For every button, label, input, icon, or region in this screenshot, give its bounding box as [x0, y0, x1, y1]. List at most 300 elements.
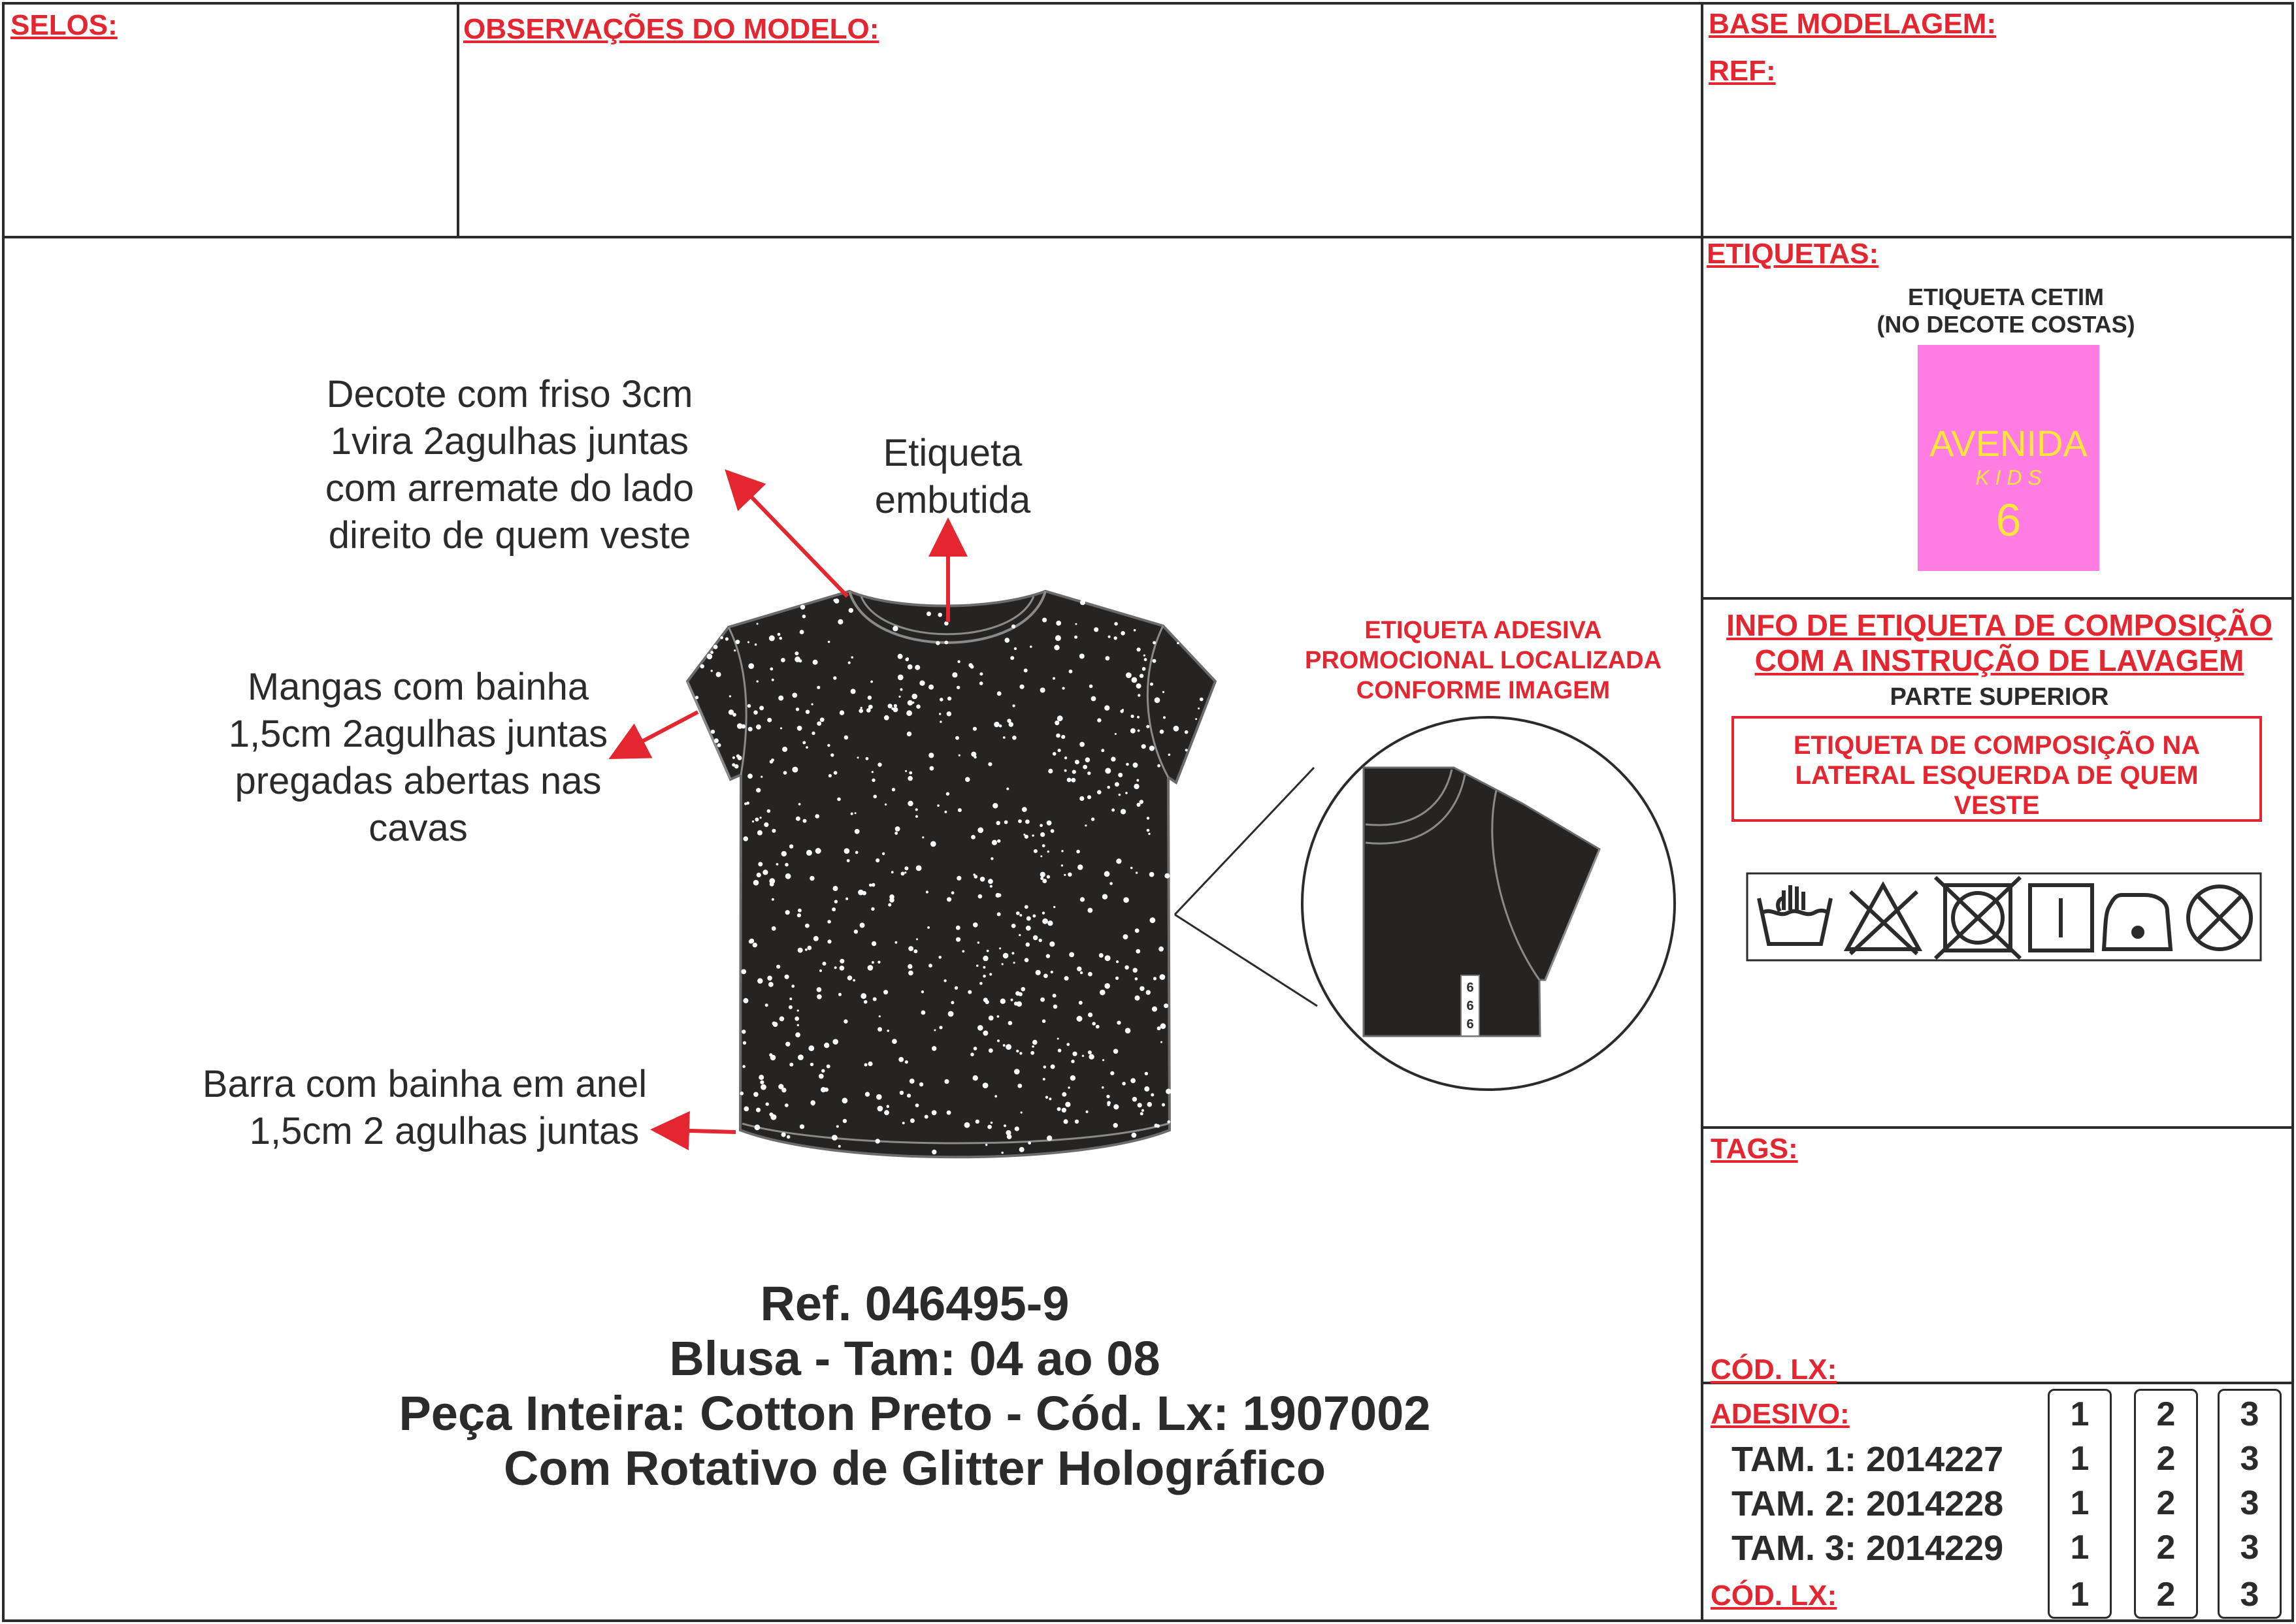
- glitter-dot: [1168, 754, 1171, 756]
- glitter-dot: [771, 758, 774, 762]
- glitter-dot: [940, 698, 943, 702]
- glitter-dot: [1019, 1147, 1025, 1152]
- composicao-part: PARTE SUPERIOR: [1890, 683, 2109, 711]
- glitter-dot: [1075, 623, 1077, 625]
- glitter-dot: [1072, 1052, 1077, 1056]
- glitter-dot: [1040, 832, 1045, 837]
- glitter-dot: [810, 876, 814, 881]
- glitter-dot: [1080, 897, 1085, 901]
- sticker-note-line: CONFORME IMAGEM: [1356, 677, 1611, 704]
- glitter-dot: [781, 658, 785, 662]
- glitter-dot: [1195, 718, 1197, 720]
- glitter-dot: [1016, 911, 1020, 915]
- glitter-dot: [1125, 1028, 1131, 1033]
- glitter-dot: [976, 1120, 979, 1124]
- glitter-dot: [1019, 1052, 1022, 1054]
- glitter-dot: [1075, 760, 1079, 764]
- glitter-dot: [1026, 917, 1031, 921]
- size-counter-2: [2134, 1389, 2198, 1619]
- glitter-dot: [1106, 1095, 1109, 1098]
- glitter-dot: [964, 1122, 970, 1128]
- glitter-dot: [1065, 1102, 1070, 1107]
- glitter-dot: [1061, 864, 1063, 866]
- glitter-dot: [997, 839, 1000, 843]
- glitter-dot: [747, 773, 753, 779]
- glitter-dot: [876, 858, 879, 862]
- glitter-dot: [832, 1039, 838, 1045]
- adesivo-lines: [1731, 1437, 2003, 1570]
- glitter-dot: [951, 891, 955, 894]
- glitter-dot: [938, 613, 942, 617]
- glitter-dot: [934, 1030, 936, 1031]
- note-mangas-line: 1,5cm 2agulhas juntas: [228, 713, 608, 755]
- glitter-dot: [1053, 752, 1057, 756]
- glitter-dot: [872, 941, 876, 946]
- glitter-dot: [1105, 768, 1111, 773]
- glitter-dot: [965, 777, 970, 782]
- glitter-dot: [1056, 621, 1061, 626]
- glitter-dot: [1140, 800, 1143, 804]
- glitter-dot: [813, 936, 819, 941]
- satin-label-title-line: (NO DECOTE COSTAS): [1877, 311, 2135, 338]
- glitter-dot: [1077, 864, 1083, 869]
- counter-value: 1: [2070, 1529, 2090, 1567]
- glitter-dot: [778, 1084, 783, 1089]
- glitter-dot: [1138, 730, 1140, 732]
- glitter-dot: [1002, 963, 1004, 965]
- glitter-dot: [757, 623, 759, 625]
- glitter-dot: [1100, 990, 1106, 996]
- glitter-dot: [1097, 718, 1101, 722]
- glitter-dot: [772, 898, 774, 901]
- glitter-dot: [889, 898, 894, 903]
- glitter-dot: [1123, 934, 1128, 939]
- glitter-dot: [1022, 807, 1027, 812]
- brand-name: AVENIDA: [1929, 423, 2088, 464]
- glitter-dot: [815, 848, 821, 854]
- glitter-dot: [732, 763, 735, 766]
- glitter-dot: [1146, 990, 1151, 995]
- glitter-dot: [789, 845, 793, 849]
- counter-value: 3: [2240, 1440, 2259, 1478]
- glitter-dot: [997, 691, 1002, 696]
- glitter-dot: [1004, 820, 1008, 824]
- glitter-dot: [817, 686, 820, 689]
- note-decote-line: 1vira 2agulhas juntas: [330, 420, 689, 463]
- glitter-dot: [776, 863, 779, 866]
- glitter-dot: [872, 961, 874, 964]
- glitter-dot: [1043, 1065, 1047, 1069]
- iron-low-icon: [2104, 895, 2171, 949]
- glitter-dot: [845, 898, 848, 900]
- glitter-dot: [1136, 871, 1138, 873]
- glitter-dot: [877, 762, 881, 766]
- observacoes-label: OBSERVAÇÕES DO MODELO:: [463, 13, 879, 45]
- glitter-dot: [1053, 906, 1055, 908]
- glitter-dot: [1160, 730, 1164, 734]
- glitter-dot: [1110, 1071, 1114, 1075]
- note-decote-line: com arremate do lado: [325, 467, 695, 510]
- glitter-dot: [1061, 735, 1065, 739]
- glitter-dot: [1116, 960, 1119, 963]
- product-title-block: [261, 1276, 1568, 1496]
- glitter-dot: [1185, 749, 1188, 751]
- glitter-dot: [828, 774, 832, 777]
- composicao-box-line: VESTE: [1954, 791, 2040, 820]
- glitter-dot: [779, 637, 782, 640]
- glitter-dot: [973, 1075, 978, 1080]
- glitter-dot: [1003, 736, 1006, 739]
- glitter-dot: [898, 1057, 904, 1062]
- glitter-dot: [714, 738, 719, 743]
- glitter-dot: [810, 1063, 813, 1066]
- arrow-decote: [738, 483, 847, 596]
- glitter-dot: [895, 941, 898, 944]
- glitter-dot: [1113, 1123, 1118, 1128]
- glitter-dot: [770, 882, 774, 886]
- glitter-dot: [1011, 999, 1013, 1001]
- glitter-dot: [806, 710, 810, 714]
- glitter-dot: [1079, 1001, 1083, 1005]
- glitter-dot: [1108, 636, 1111, 638]
- glitter-dot: [1043, 1078, 1045, 1080]
- glitter-dot: [768, 982, 774, 987]
- glitter-dot: [1150, 683, 1153, 686]
- glitter-dot: [789, 1063, 793, 1067]
- glitter-dot: [1053, 1005, 1058, 1009]
- glitter-dot: [973, 922, 978, 928]
- glitter-dot: [819, 969, 822, 972]
- glitter-dot: [932, 1046, 936, 1050]
- glitter-dot: [851, 657, 853, 659]
- glitter-dot: [1096, 1025, 1100, 1029]
- glitter-dot: [1122, 1082, 1126, 1086]
- glitter-dot: [983, 1031, 988, 1036]
- glitter-dot: [843, 1119, 847, 1123]
- glitter-dot: [1144, 658, 1147, 661]
- glitter-dot: [970, 1052, 974, 1056]
- glitter-dot: [1057, 1038, 1059, 1040]
- glitter-dot: [1055, 721, 1059, 725]
- glitter-dot: [955, 986, 958, 990]
- adesivo-tam-line: TAM. 1: 2014227: [1731, 1440, 2004, 1479]
- glitter-dot: [820, 717, 825, 722]
- glitter-dot: [947, 897, 951, 901]
- glitter-dot: [1137, 716, 1140, 719]
- composicao-title: [1712, 608, 2287, 678]
- glitter-dot: [800, 630, 804, 634]
- glitter-dot: [1138, 1103, 1142, 1107]
- glitter-dot: [1076, 850, 1080, 854]
- glitter-dot: [948, 1011, 954, 1017]
- arrow-barra: [670, 1130, 736, 1132]
- counter-value: 2: [2156, 1395, 2176, 1433]
- glitter-dot: [798, 948, 803, 953]
- glitter-dot: [989, 1016, 994, 1021]
- glitter-dot: [907, 1094, 911, 1097]
- sticker-note-line: ETIQUETA ADESIVA: [1364, 617, 1602, 644]
- glitter-dot: [1086, 1111, 1089, 1113]
- glitter-dot: [930, 766, 934, 771]
- glitter-dot: [988, 879, 993, 884]
- counter-value: 3: [2240, 1484, 2259, 1522]
- glitter-dot: [983, 1082, 989, 1088]
- glitter-dot: [817, 987, 822, 992]
- glitter-dot: [1030, 1051, 1034, 1055]
- glitter-dot: [1138, 694, 1140, 696]
- glitter-dot: [741, 724, 746, 729]
- size-counter-1: [2048, 1389, 2112, 1619]
- glitter-dot: [891, 871, 894, 873]
- glitter-dot: [873, 795, 877, 799]
- glitter-dot: [1011, 625, 1015, 628]
- glitter-dot: [932, 1150, 936, 1154]
- hand-wash-icon: [1759, 885, 1831, 944]
- glitter-dot: [958, 808, 962, 812]
- glitter-dot: [753, 943, 757, 947]
- glitter-dot: [1003, 953, 1009, 959]
- glitter-dot: [1149, 872, 1155, 877]
- glitter-dot: [700, 664, 704, 668]
- glitter-dot: [908, 964, 912, 969]
- satin-label-title-line: ETIQUETA CETIM: [1908, 284, 2104, 310]
- glitter-dot: [971, 835, 976, 839]
- glitter-dot: [1053, 994, 1057, 998]
- glitter-dot: [810, 1100, 815, 1105]
- glitter-dot: [1075, 1120, 1079, 1124]
- glitter-dot: [871, 907, 874, 911]
- glitter-dot: [798, 909, 802, 913]
- glitter-dot: [749, 939, 753, 943]
- glitter-dot: [939, 713, 941, 715]
- glitter-dot: [1051, 971, 1053, 973]
- glitter-dot: [795, 1016, 799, 1021]
- glitter-dot: [861, 993, 866, 999]
- glitter-dot: [1163, 716, 1166, 719]
- glitter-dot: [1132, 1097, 1137, 1101]
- glitter-dot: [997, 1015, 1000, 1018]
- glitter-dot: [1049, 1097, 1051, 1100]
- glitter-dot: [877, 961, 880, 964]
- glitter-dot: [828, 641, 830, 643]
- glitter-dot: [915, 665, 920, 670]
- glitter-dot: [1064, 1119, 1068, 1124]
- glitter-dot: [1025, 958, 1029, 962]
- glitter-dot: [911, 694, 917, 700]
- glitter-dot: [1064, 976, 1069, 981]
- glitter-dot: [1011, 924, 1016, 928]
- glitter-dot: [741, 969, 746, 975]
- composicao-title-line: INFO DE ETIQUETA DE COMPOSIÇÃO: [1726, 608, 2272, 642]
- glitter-dot: [807, 946, 812, 950]
- glitter-dot: [1077, 967, 1081, 971]
- glitter-dot: [1032, 1040, 1038, 1045]
- glitter-dot: [1107, 1103, 1110, 1107]
- glitter-dot: [1115, 977, 1119, 980]
- glitter-dot: [932, 1110, 937, 1115]
- care-symbols: [1746, 872, 2262, 962]
- glitter-dot: [792, 767, 798, 773]
- selos-label: SELOS:: [10, 9, 118, 41]
- adesivo-tam-line: TAM. 2: 2014228: [1731, 1484, 2004, 1523]
- glitter-dot: [854, 930, 858, 934]
- glitter-dot: [1083, 765, 1087, 770]
- glitter-dot: [987, 950, 989, 952]
- glitter-dot: [795, 1032, 800, 1037]
- glitter-dot: [830, 753, 834, 756]
- glitter-dot: [744, 1107, 749, 1112]
- glitter-dot: [985, 1144, 987, 1146]
- glitter-dot: [1104, 871, 1110, 877]
- glitter-dot: [1132, 1133, 1137, 1138]
- glitter-dot: [944, 811, 947, 813]
- glitter-dot: [824, 1088, 828, 1092]
- glitter-dot: [938, 956, 942, 959]
- glitter-dot: [1132, 677, 1138, 683]
- glitter-dot: [1068, 873, 1072, 877]
- glitter-dot: [861, 707, 862, 709]
- glitter-dot: [1012, 736, 1017, 740]
- adesivo-cod-label: CÓD. LX:: [1711, 1580, 1837, 1612]
- glitter-dot: [908, 801, 913, 806]
- glitter-dot: [915, 1103, 919, 1107]
- adesivo-label: ADESIVO:: [1711, 1398, 1850, 1430]
- glitter-dot: [913, 949, 917, 953]
- glitter-dot: [1028, 1141, 1031, 1145]
- glitter-dot: [1016, 1050, 1019, 1052]
- counter-value: 2: [2156, 1484, 2176, 1522]
- glitter-dot: [1160, 1041, 1162, 1043]
- glitter-dot: [1157, 764, 1160, 768]
- glitter-dot: [908, 946, 913, 951]
- glitter-dot: [853, 979, 855, 982]
- glitter-dot: [1115, 782, 1119, 787]
- glitter-dot: [785, 910, 790, 915]
- glitter-dot: [879, 1015, 881, 1017]
- glitter-dot: [725, 638, 729, 641]
- glitter-dot: [977, 827, 983, 833]
- glitter-dot: [1143, 655, 1145, 657]
- glitter-dot: [748, 727, 753, 732]
- glitter-dot: [1088, 1013, 1092, 1017]
- glitter-dot: [1012, 704, 1015, 707]
- glitter-dot: [827, 744, 830, 747]
- glitter-dot: [1140, 986, 1144, 991]
- glitter-dot: [1153, 977, 1156, 980]
- glitter-dot: [1008, 1021, 1013, 1026]
- glitter-dot: [983, 966, 985, 969]
- glitter-dot: [806, 746, 808, 749]
- glitter-dot: [782, 747, 787, 752]
- glitter-dot: [842, 1097, 848, 1103]
- glitter-dot: [1043, 974, 1048, 979]
- glitter-dot: [837, 798, 841, 802]
- glitter-dot: [877, 1106, 883, 1112]
- glitter-dot: [994, 722, 999, 727]
- glitter-dot: [1079, 796, 1084, 801]
- glitter-dot: [757, 873, 761, 877]
- glitter-dot: [1001, 1152, 1004, 1154]
- glitter-dot: [765, 1003, 768, 1007]
- glitter-dot: [988, 762, 992, 766]
- glitter-dot: [1010, 656, 1014, 660]
- glitter-dot: [1006, 788, 1009, 790]
- glitter-dot: [1036, 970, 1041, 975]
- glitter-dot: [927, 611, 931, 616]
- glitter-dot: [957, 686, 960, 689]
- glitter-dot: [824, 1043, 829, 1048]
- glitter-dot: [834, 900, 838, 903]
- glitter-dot: [1005, 638, 1010, 643]
- glitter-dot: [956, 937, 960, 942]
- note-decote-line: Decote com friso 3cm: [326, 373, 693, 415]
- glitter-dot: [921, 990, 924, 993]
- glitter-dot: [840, 966, 845, 971]
- glitter-dot: [778, 696, 783, 701]
- glitter-dot: [720, 636, 723, 640]
- counter-value: 1: [2070, 1440, 2090, 1478]
- glitter-dot: [732, 756, 735, 759]
- glitter-dot: [761, 1084, 766, 1090]
- glitter-dot: [955, 736, 959, 740]
- glitter-dot: [840, 959, 844, 964]
- glitter-dot: [1118, 773, 1123, 777]
- glitter-dot: [847, 859, 850, 862]
- glitter-dot: [927, 926, 930, 929]
- glitter-dot: [827, 920, 831, 924]
- glitter-dot: [1051, 829, 1055, 833]
- glitter-dot: [789, 1005, 793, 1009]
- glitter-dot: [997, 1039, 1000, 1042]
- glitter-dot: [1141, 1109, 1144, 1112]
- glitter-dot: [821, 1069, 825, 1073]
- glitter-dot: [1102, 894, 1107, 900]
- glitter-dot: [985, 1000, 989, 1004]
- glitter-dot: [833, 886, 838, 891]
- glitter-dot: [1061, 850, 1063, 852]
- glitter-dot: [1047, 875, 1050, 879]
- glitter-dot: [838, 619, 843, 625]
- glitter-dot: [1200, 698, 1204, 702]
- glitter-dot: [973, 727, 977, 731]
- glitter-dot: [915, 808, 918, 811]
- glitter-dot: [1024, 668, 1028, 672]
- glitter-dot: [1069, 952, 1074, 958]
- glitter-dot: [1026, 943, 1030, 947]
- glitter-dot: [979, 982, 983, 985]
- glitter-dot: [1104, 983, 1110, 989]
- glitter-dot: [1017, 1084, 1022, 1088]
- glitter-dot: [1064, 874, 1066, 876]
- counter-value: 1: [2070, 1395, 2090, 1433]
- glitter-dot: [772, 679, 774, 681]
- glitter-dot: [729, 709, 734, 715]
- glitter-dot: [753, 1092, 759, 1097]
- glitter-dot: [848, 661, 851, 664]
- glitter-dot: [1058, 1048, 1062, 1052]
- glitter-dot: [999, 724, 1002, 728]
- glitter-dot: [767, 718, 772, 723]
- sticker-note-line: PROMOCIONAL LOCALIZADA: [1304, 647, 1662, 674]
- glitter-dot: [795, 657, 800, 662]
- glitter-dot: [1140, 674, 1143, 677]
- counter-value: 2: [2156, 1440, 2176, 1478]
- glitter-dot: [1146, 725, 1149, 728]
- glitter-dot: [1133, 762, 1138, 768]
- glitter-dot: [876, 1094, 882, 1100]
- glitter-dot: [1099, 953, 1104, 958]
- glitter-dot: [785, 873, 791, 879]
